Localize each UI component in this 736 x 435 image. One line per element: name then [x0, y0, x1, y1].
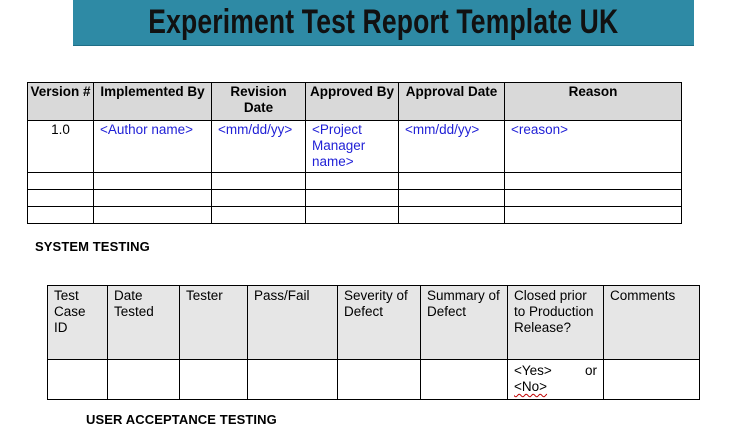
header-reason: Reason [505, 83, 682, 121]
empty-cell[interactable] [399, 173, 505, 190]
table-row [48, 360, 700, 400]
cell-version[interactable]: 1.0 [28, 121, 94, 173]
header-pass-fail: Pass/Fail [248, 286, 338, 360]
empty-cell[interactable] [94, 190, 212, 207]
header-summary: Summary of Defect [421, 286, 508, 360]
empty-cell[interactable] [248, 360, 338, 400]
empty-cell[interactable] [108, 360, 180, 400]
empty-cell[interactable] [212, 190, 306, 207]
or-text: or [584, 363, 597, 378]
table-header-row [28, 83, 682, 121]
empty-cell[interactable] [212, 207, 306, 224]
table-row [28, 190, 682, 207]
revision-history-table [27, 82, 682, 224]
header-tester: Tester [180, 286, 248, 360]
cell-implemented-by[interactable]: <Author name> [94, 121, 212, 173]
empty-cell[interactable] [505, 190, 682, 207]
header-date-tested: Date Tested [108, 286, 180, 360]
header-severity: Severity of Defect [338, 286, 421, 360]
table-row [28, 207, 682, 224]
empty-cell[interactable] [94, 207, 212, 224]
empty-cell[interactable] [48, 360, 108, 400]
empty-cell[interactable] [421, 360, 508, 400]
empty-cell[interactable] [399, 190, 505, 207]
empty-cell[interactable] [338, 360, 421, 400]
header-comments: Comments [604, 286, 700, 360]
header-implemented-by: Implemented By [94, 83, 212, 121]
yes-option: <Yes> [514, 363, 552, 378]
cell-revision-date[interactable]: <mm/dd/yy> [212, 121, 306, 173]
empty-cell[interactable] [180, 360, 248, 400]
empty-cell[interactable] [212, 173, 306, 190]
section-heading-user-acceptance-testing: USER ACCEPTANCE TESTING [86, 412, 277, 427]
header-approved-by: Approved By [306, 83, 399, 121]
empty-cell[interactable] [306, 207, 399, 224]
empty-cell[interactable] [306, 173, 399, 190]
table-row [28, 121, 682, 173]
header-closed-prior: Closed prior to Production Release? [508, 286, 604, 360]
empty-cell[interactable] [94, 173, 212, 190]
page-title: Experiment Test Report Template UK [148, 3, 619, 41]
header-version: Version # [28, 83, 94, 121]
empty-cell[interactable] [604, 360, 700, 400]
cell-closed-prior[interactable] [508, 360, 604, 400]
cell-approved-by[interactable]: <Project Manager name> [306, 121, 399, 173]
cell-reason[interactable]: <reason> [505, 121, 682, 173]
empty-cell[interactable] [505, 207, 682, 224]
header-approval-date: Approval Date [399, 83, 505, 121]
header-test-case-id: Test Case ID [48, 286, 108, 360]
table-row [28, 173, 682, 190]
empty-cell[interactable] [306, 190, 399, 207]
table-header-row [48, 286, 700, 360]
empty-cell[interactable] [28, 190, 94, 207]
no-option: <No> [514, 379, 548, 394]
empty-cell[interactable] [28, 207, 94, 224]
title-banner [73, 0, 694, 46]
cell-approval-date[interactable]: <mm/dd/yy> [399, 121, 505, 173]
empty-cell[interactable] [399, 207, 505, 224]
section-heading-system-testing: SYSTEM TESTING [35, 239, 150, 254]
empty-cell[interactable] [28, 173, 94, 190]
system-testing-table [47, 285, 700, 400]
empty-cell[interactable] [505, 173, 682, 190]
header-revision-date: Revision Date [212, 83, 306, 121]
